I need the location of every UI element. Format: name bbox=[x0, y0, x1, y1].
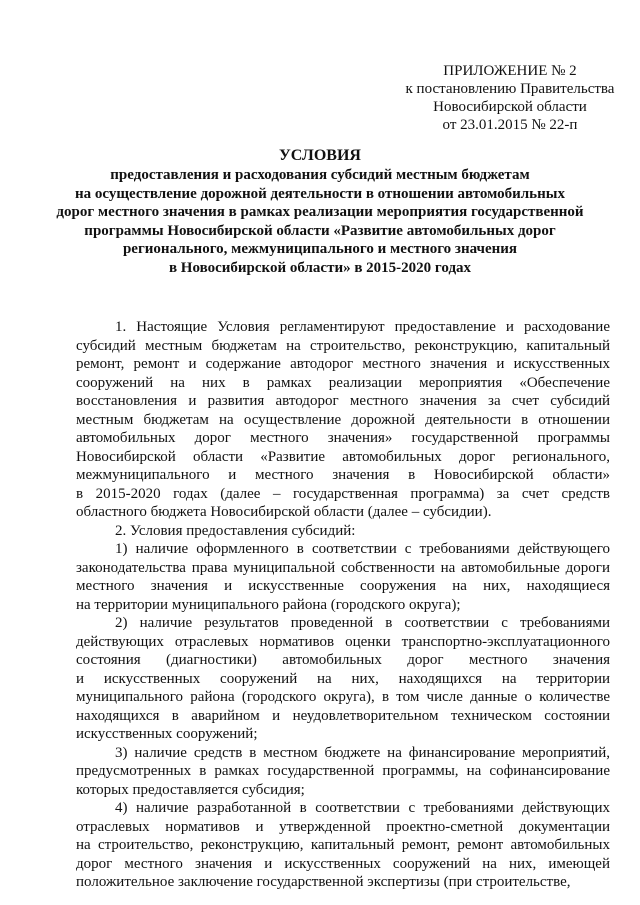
paragraph-line: 3) наличие средств в местном бюджете на финансирование мероприятий, bbox=[115, 744, 610, 761]
appendix-header bbox=[395, 62, 625, 134]
body-paragraph bbox=[76, 318, 610, 522]
paragraph-line: искусственных сооружений; bbox=[76, 726, 258, 742]
paragraph-line: 2) наличие результатов проведенной в соответствии с требованиями bbox=[115, 615, 610, 631]
paragraph-line: положительное заключение государственной экспертизы (при строительстве, bbox=[76, 874, 571, 890]
document-title bbox=[30, 146, 610, 278]
title-line: на осуществление дорожной деятельности в отношении автомобильных bbox=[75, 185, 565, 202]
paragraph-line: находящихся в аварийном и неудовлетворительном техническом состоянии bbox=[76, 707, 610, 724]
paragraph-line: на территории муниципального района (городского округа); bbox=[76, 596, 461, 613]
document-body bbox=[76, 318, 610, 892]
paragraph-line: областного бюджета Новосибирской области (далее – субсидии). bbox=[76, 504, 492, 520]
paragraph-line: субсидий местным бюджетам на строительство, реконструкцию, капитальный bbox=[76, 337, 610, 354]
paragraph-line: 2. Условия предоставления субсидий: bbox=[115, 522, 356, 539]
paragraph-line: местного значения и искусственные сооружения на них, находящиеся bbox=[76, 578, 610, 594]
body-paragraph bbox=[76, 540, 610, 614]
appendix-region: Новосибирской области bbox=[433, 99, 587, 115]
title-line: программы Новосибирской области «Развитие автомобильных дорог bbox=[84, 222, 556, 239]
paragraph-line: местным бюджетам на осуществление дорожной деятельности в отношении bbox=[76, 411, 610, 428]
body-paragraph bbox=[76, 799, 610, 892]
body-paragraph bbox=[76, 614, 610, 744]
paragraph-line: действующих отраслевых нормативов оценки транспортно-эксплуатационного bbox=[76, 633, 610, 650]
paragraph-line: в 2015-2020 годах (далее – государственная программа) за счет средств bbox=[76, 485, 610, 502]
paragraph-line: автомобильных дорог местного значения» государственной программы bbox=[76, 430, 610, 446]
title-line: регионального, межмуниципального и местного значения bbox=[122, 241, 518, 258]
paragraph-line: на строительство, реконструкцию, капитальный ремонт, ремонт автомобильных bbox=[76, 837, 610, 853]
paragraph-line: сооружений на них в рамках реализации мероприятия «Обеспечение bbox=[76, 374, 610, 391]
title-line: предоставления и расходования субсидий местным бюджетам bbox=[110, 167, 530, 183]
paragraph-line: законодательства права муниципальной собственности на автомобильные дороги bbox=[76, 559, 610, 576]
paragraph-line: межмуниципального и местного значения в Новосибирской области» bbox=[76, 467, 610, 483]
body-paragraph bbox=[76, 522, 610, 541]
paragraph-line: которых предоставляется субсидия; bbox=[76, 781, 305, 798]
paragraph-line: отраслевых нормативов и утвержденной проектно-сметной документации bbox=[76, 818, 610, 835]
paragraph-line: восстановления и развития автодорог местного значения за счет субсидий bbox=[76, 393, 610, 409]
title-line: дорог местного значения в рамках реализации мероприятия государственной bbox=[56, 204, 584, 221]
paragraph-line: предусмотренных в рамках государственной программы, на софинансирование bbox=[76, 763, 610, 779]
paragraph-line: и искусственных сооружений на них, находящихся на территории bbox=[76, 670, 610, 687]
appendix-number: ПРИЛОЖЕНИЕ № 2 bbox=[443, 63, 577, 79]
paragraph-line: дорог местного значения и искусственных сооружений на них, имеющей bbox=[76, 855, 610, 872]
paragraph-line: муниципального района (городского округа), в том числе данные о количестве bbox=[76, 689, 610, 705]
appendix-resolution: к постановлению Правительства bbox=[405, 81, 615, 97]
paragraph-line: Новосибирской области «Развитие автомобильных дорог регионального, bbox=[76, 448, 610, 465]
paragraph-line: состояния (диагностики) автомобильных дорог местного значения bbox=[76, 652, 610, 668]
paragraph-line: 4) наличие разработанной в соответствии с требованиями действующих bbox=[115, 800, 610, 816]
title-heading: УСЛОВИЯ bbox=[279, 147, 361, 164]
paragraph-line: 1) наличие оформленного в соответствии с требованиями действующего bbox=[115, 541, 610, 557]
appendix-date: от 23.01.2015 № 22-п bbox=[442, 117, 578, 133]
paragraph-line: ремонт, ремонт и содержание автодорог местного значения и искусственных bbox=[76, 356, 610, 372]
title-line: в Новосибирской области» в 2015-2020 годах bbox=[168, 259, 472, 276]
paragraph-line: 1. Настоящие Условия регламентируют предоставление и расходование bbox=[115, 319, 610, 335]
body-paragraph bbox=[76, 744, 610, 800]
